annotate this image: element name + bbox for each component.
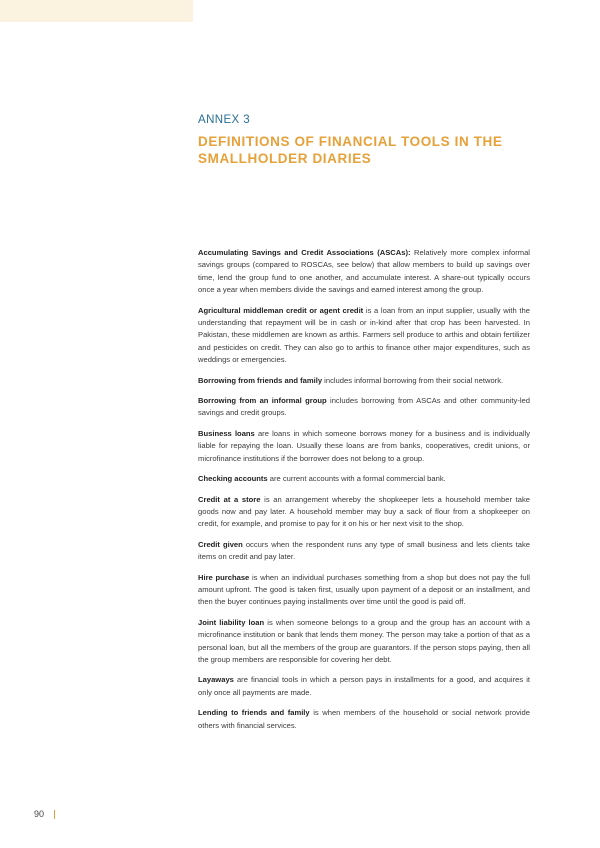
definition-text: is a loan from an input supplier, usually with the understanding that repayment will be in cash or in-kind after that crop has been harvested. In Pakistan, these middlemen are known as arthis. Farmers sell produce to arthis and obtain fertilizer and pesticides on credit. They can also go to arthis to finance other major expenditures, such as weddings or emergencies. bbox=[198, 305, 530, 365]
definition-checking-accounts bbox=[198, 473, 530, 485]
definition-text: occurs when the respondent runs any type of small business and lets clients take items on credit and pay later. bbox=[198, 539, 530, 562]
definition-ascas bbox=[198, 247, 530, 297]
definition-text: are loans in which someone borrows money for a business and is individually liable for repaying the loan. Usually these loans are from banks, cooperatives, credit unions, or microfinance institutions if the borrower does not belong to a group. bbox=[198, 428, 530, 463]
definition-term: Checking accounts bbox=[198, 474, 268, 484]
definition-credit-at-store bbox=[198, 494, 530, 531]
page-title: DEFINITIONS OF FINANCIAL TOOLS IN THE SMALLHOLDER DIARIES bbox=[198, 134, 503, 166]
definition-term: Borrowing from friends and family bbox=[198, 375, 323, 385]
definitions-list bbox=[198, 247, 530, 740]
definition-text: are financial tools in which a person pays in installments for a good, and acquires it only once all payments are made. bbox=[198, 675, 530, 697]
corner-tab bbox=[0, 0, 193, 22]
definition-term: Business loans bbox=[198, 428, 255, 438]
definition-lending-friends-family bbox=[198, 707, 530, 732]
definition-agent-credit bbox=[198, 305, 530, 367]
definition-term: Agricultural middleman credit or agent credit bbox=[198, 305, 364, 315]
definition-text: includes informal borrowing from their social network. bbox=[322, 375, 504, 385]
definition-credit-given bbox=[198, 539, 530, 564]
definition-text: includes borrowing from ASCAs and other community-led savings and credit groups. bbox=[198, 396, 531, 418]
definition-layaways bbox=[198, 674, 530, 699]
definition-text: is when members of the household or social network provide others with financial services. bbox=[198, 708, 531, 730]
definition-term: Credit at a store bbox=[198, 494, 261, 504]
definition-text: are current accounts with a formal commercial bank. bbox=[267, 474, 446, 484]
definition-business-loans bbox=[198, 428, 530, 465]
definition-term: Borrowing from an informal group bbox=[198, 396, 327, 406]
definition-text: Relatively more complex informal savings groups (compared to ROSCAs, see below) that allow members to build up savings over time, lend the group fund to one another, and accumulate interest. A share-out typically occurs once a year when members divide the savings and earned interest among the group. bbox=[198, 248, 530, 295]
definition-text: is an arrangement whereby the shopkeeper lets a household member take goods now and pay later. A household member may buy a sack of flour from a shopkeeper on credit, for example, and promise to pay for it on his or her next visit to the shop. bbox=[198, 494, 530, 529]
annex-label: ANNEX 3 bbox=[198, 114, 251, 126]
definition-term: Credit given bbox=[198, 539, 243, 549]
definition-hire-purchase bbox=[198, 572, 530, 609]
definition-term: Layaways bbox=[198, 675, 234, 685]
definition-joint-liability-loan bbox=[198, 617, 530, 667]
definition-friends-family-borrowing bbox=[198, 375, 530, 387]
definition-informal-group bbox=[198, 395, 530, 420]
definition-text: is when someone belongs to a group and the group has an account with a microfinance institution or bank that lends them money. The person may take a portion of that as a personal loan, but all the members of the group are guarantors. If the person stops paying, then all the group members are responsible for covering her debt. bbox=[198, 617, 531, 664]
page-number: 90 bbox=[34, 809, 45, 819]
definition-term: Joint liability loan bbox=[198, 617, 265, 627]
definition-term: Lending to friends and family bbox=[198, 708, 310, 718]
definition-term: Accumulating Savings and Credit Associations (ASCAs): bbox=[198, 248, 411, 257]
page-number-divider bbox=[54, 810, 55, 819]
definition-term: Hire purchase bbox=[198, 572, 250, 582]
definition-text: is when an individual purchases something from a shop but does not pay the full amount upfront. The good is taken first, usually upon payment of a deposit or an installment, and then the buyer continues paying installments over time until the good is paid off. bbox=[198, 572, 530, 607]
